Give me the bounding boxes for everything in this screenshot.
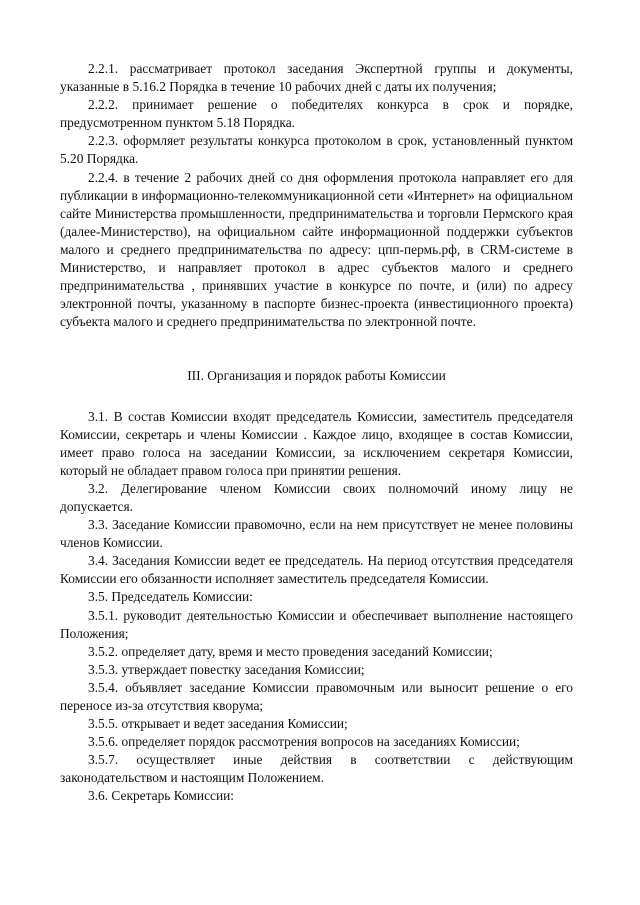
paragraph-3-5-3: 3.5.3. утверждает повестку заседания Комиссии; <box>88 661 365 677</box>
paragraph-3-5: 3.5. Председатель Комиссии: <box>88 589 253 605</box>
paragraph-2-2-3: 2.2.3. оформляет результаты конкурса протоколом в срок, установленный пунктом 5.20 Порядка. <box>60 133 573 167</box>
paragraph-3-5-2: 3.5.2. определяет дату, время и место проведения заседаний Комиссии; <box>88 643 493 659</box>
section-heading: III. Организация и порядок работы Комиссии <box>187 368 446 384</box>
paragraph-3-6: 3.6. Секретарь Комиссии: <box>88 788 235 804</box>
paragraph-3-2: 3.2. Делегирование членом Комиссии своих полномочий иному лицу не допускается. <box>60 480 573 514</box>
document-body <box>60 60 573 806</box>
paragraph-3-4: 3.4. Заседания Комиссии ведет ее председатель. На период отсутствия председателя Комиссии его обязанности исполняет заместитель председателя Комиссии. <box>60 553 573 587</box>
paragraph-3-5-5: 3.5.5. открывает и ведет заседания Комиссии; <box>88 716 348 732</box>
paragraph-3-5-7: 3.5.7. осуществляет иные действия в соответствии с действующим законодательством и настоящим Положением. <box>60 752 573 786</box>
paragraph-3-1: 3.1. В состав Комиссии входят председатель Комиссии, заместитель председателя Комиссии, секретарь и члены Комиссии . Каждое лицо, входящее в состав Комиссии, имеет право голоса на заседании Комиссии, за исключением секретаря Комиссии, который не обладает правом голоса при принятии решения. <box>60 408 573 478</box>
paragraph-2-2-4: 2.2.4. в течение 2 рабочих дней со дня оформления протокола направляет его для публикации в информационно-телекоммуникационной сети «Интернет» на официальном сайте Министерства промышленности, предпринимательства и торговли Пермского края (далее-Министерство), на официальном сайте информационной поддержки субъектов малого и среднего предпринимательства по адресу: цпп-пермь.рф, в CRM-системе в Министерство, и направляет протокол в адрес субъектов малого и среднего предпринимательства , принявших участие в конкурсе по почте, и (или) по адресу электронной почты, указанному в паспорте бизнес-проекта (инвестиционного проекта) субъекта малого и среднего предпринимательства по электронной почте. <box>60 169 573 330</box>
paragraph-3-3: 3.3. Заседание Комиссии правомочно, если на нем присутствует не менее половины членов Комиссии. <box>60 517 573 551</box>
paragraph-2-2-2: 2.2.2. принимает решение о победителях конкурса в срок и порядке, предусмотренном пунктом 5.18 Порядка. <box>60 97 573 131</box>
paragraph-3-5-4: 3.5.4. объявляет заседание Комиссии правомочным или выносит решение о его переносе из-за отсутствия кворума; <box>60 679 573 713</box>
paragraph-3-5-1: 3.5.1. руководит деятельностью Комиссии и обеспечивает выполнение настоящего Положения; <box>60 607 573 641</box>
paragraph-3-5-6: 3.5.6. определяет порядок рассмотрения вопросов на заседаниях Комиссии; <box>88 734 520 750</box>
paragraph-2-2-1: 2.2.1. рассматривает протокол заседания Экспертной группы и документы, указанные в 5.16.2 Порядка в течение 10 рабочих дней с даты их получения; <box>60 61 573 95</box>
